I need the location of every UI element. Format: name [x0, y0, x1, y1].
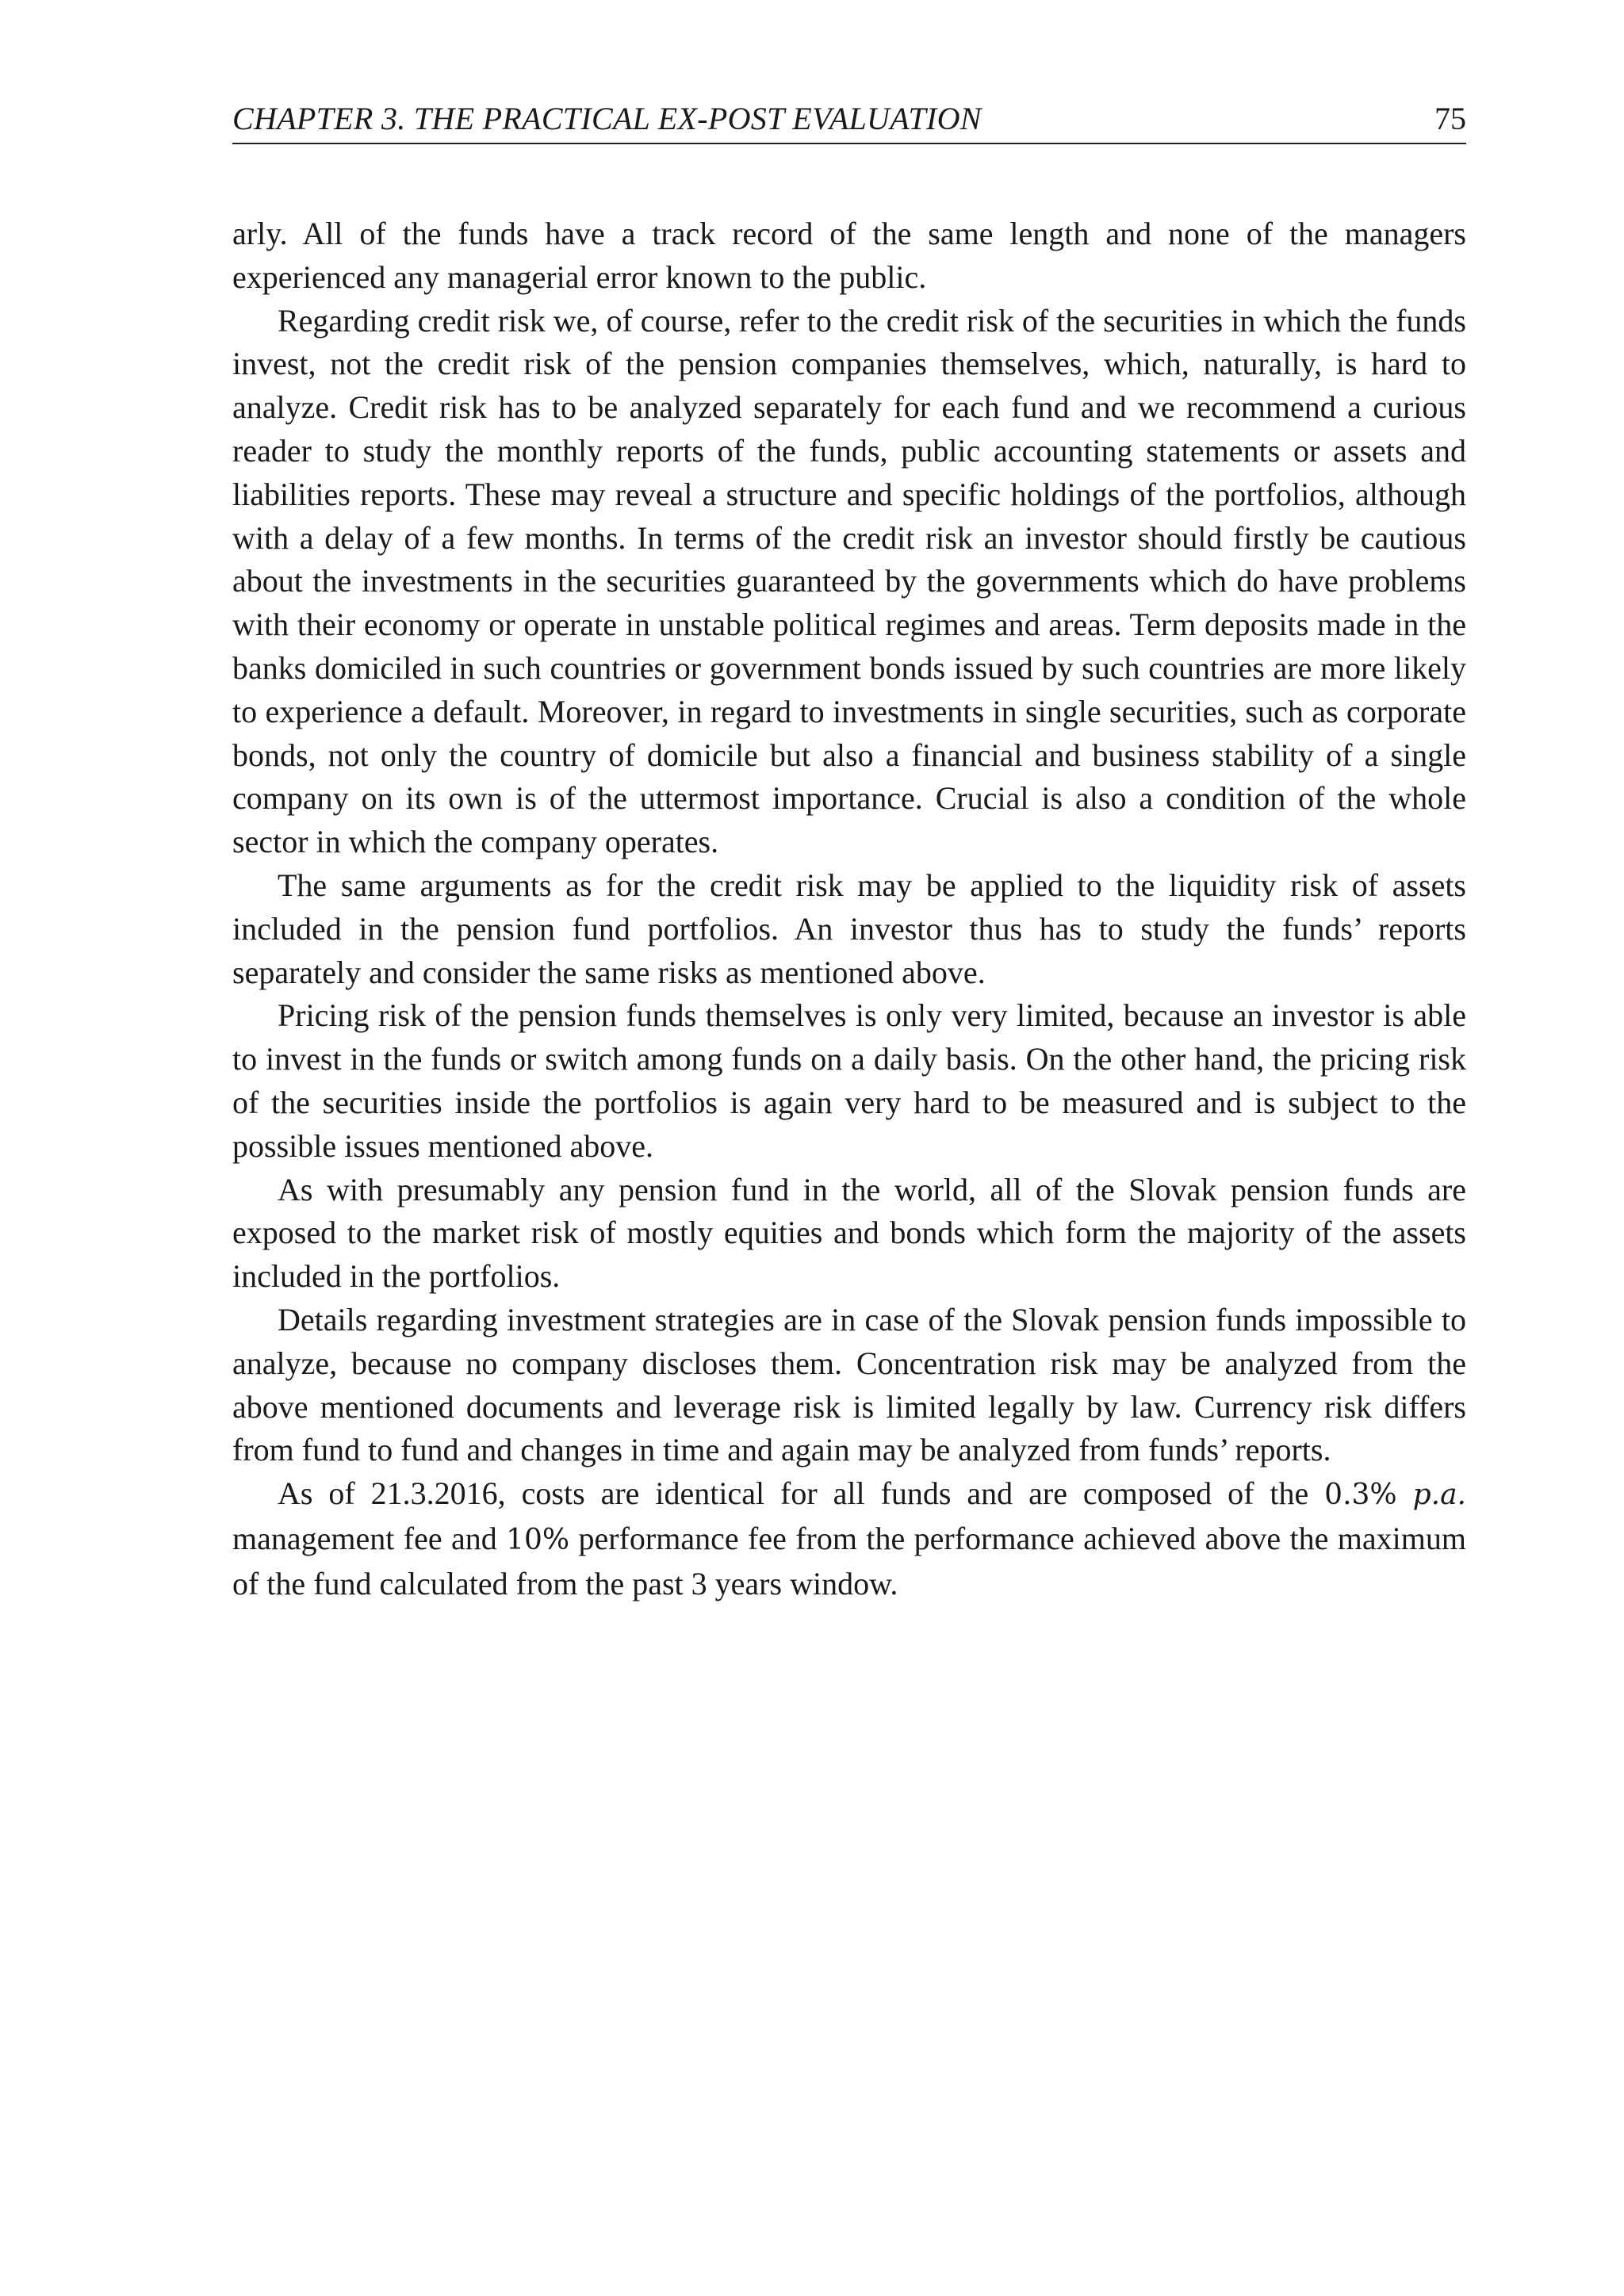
costs-text-3: performance fee from the performance achieved above the maximum of the fund calculated from the past 3 years window.	[232, 1520, 1467, 1601]
costs-text-2: management fee and	[232, 1520, 507, 1556]
paragraph-pricing-risk: Pricing risk of the pension funds themselves is only very limited, because an investor is able to invest in the funds or switch among funds on a daily basis. On the other hand, the pricing risk of the securities inside the portfolios is again very hard to be measured and is subject to the possible issues mentioned above.	[232, 997, 1466, 1164]
paragraph-credit-risk: Regarding credit risk we, of course, refer to the credit risk of the securities in which the funds invest, not the credit risk of the pension companies themselves, which, naturally, is hard to analyze. Credit risk has to be analyzed separately for each fund and we recommend a curious reader to study the monthly reports of the funds, public accounting statements or assets and liabilities reports. These may reveal a structure and specific holdings of the portfolios, although with a delay of a few months. In terms of the credit risk an investor should firstly be cautious about the investments in the securities guaranteed by the governments which do have problems with their economy or operate in unstable political regimes and areas. Term deposits made in the banks domiciled in such countries or government bonds issued by such countries are more likely to experience a default. Moreover, in regard to investments in single securities, such as corporate bonds, not only the country of domicile but also a financial and business stability of a single company on its own is of the uttermost importance. Crucial is also a condition of the whole sector in which the company operates.	[232, 302, 1466, 860]
paragraph-costs	[232, 1472, 1466, 1605]
math-fee-rate: 0.3%	[1324, 1479, 1397, 1512]
paragraph-investment-strategies: Details regarding investment strategies are in case of the Slovak pension funds impossible to analyze, because no company discloses them. Concentration risk may be analyzed from the above mentioned documents and leverage risk is limited legally by law. Currency risk differs from fund to fund and changes in time and again may be analyzed from funds’ reports.	[232, 1301, 1466, 1468]
chapter-title: CHAPTER 3. THE PRACTICAL EX-POST EVALUATION	[232, 101, 982, 136]
paragraph-continued: arly. All of the funds have a track record of the same length and none of the managers experienced any managerial error known to the public.	[232, 216, 1466, 295]
running-header	[232, 95, 1466, 144]
costs-text-1: As of 21.3.2016, costs are identical for all funds and are composed of the	[278, 1475, 1325, 1512]
body-text	[232, 212, 1466, 1606]
paragraph-liquidity-risk: The same arguments as for the credit risk may be applied to the liquidity risk of assets included in the pension fund portfolios. An investor thus has to study the funds’ reports separately and consider the same risks as mentioned above.	[232, 867, 1466, 990]
page-number: 75	[1434, 101, 1466, 136]
math-performance-rate: 10%	[506, 1523, 570, 1556]
paragraph-market-risk: As with presumably any pension fund in the world, all of the Slovak pension funds are exposed to the market risk of mostly equities and bonds which form the majority of the assets included in the portfolios.	[232, 1171, 1466, 1295]
math-per-annum: p.a.	[1412, 1479, 1467, 1512]
